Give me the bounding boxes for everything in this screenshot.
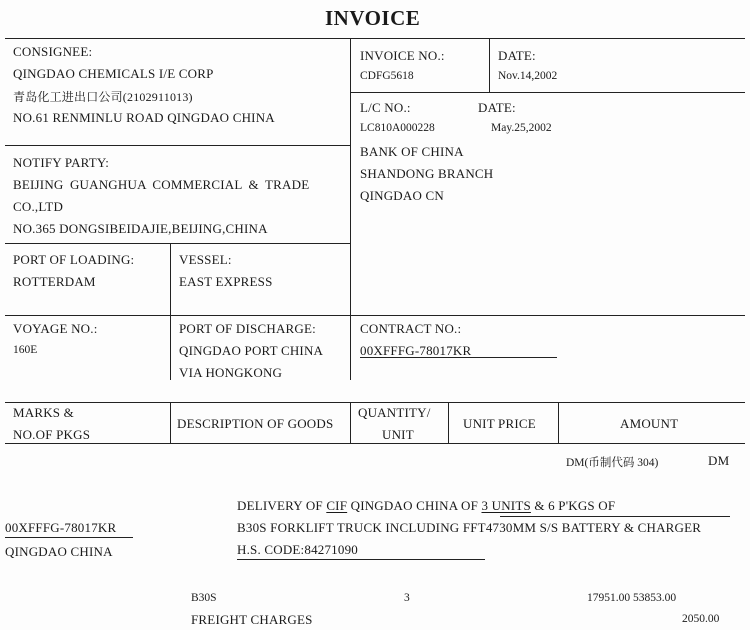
description-port: QINGDAO CHINA OF [347, 498, 482, 513]
rule-under-consignee [5, 145, 350, 146]
description-prefix: DELIVERY OF [237, 498, 327, 513]
rule-col-qty [350, 402, 351, 443]
bank-line-2: SHANDONG BRANCH [360, 166, 494, 181]
col-quantity-line-2: UNIT [382, 427, 414, 442]
consignee-name-cn: 青岛化工进出口公司(2102911013) [13, 90, 193, 104]
consignee-address: NO.61 RENMINLU ROAD QINGDAO CHINA [13, 110, 275, 125]
loading-value: ROTTERDAM [13, 274, 96, 289]
description-line-3-rule [237, 559, 485, 560]
notify-line-3: NO.365 DONGSIBEIDAJIE,BEIJING,CHINA [13, 221, 268, 236]
rule-col-date [489, 38, 490, 92]
item-model: B30S [191, 592, 217, 604]
voyage-value: 160E [13, 344, 38, 356]
currency-code-note: DM(币制代码 304) [566, 457, 659, 469]
marks-underline [5, 537, 133, 538]
bank-line-1: BANK OF CHINA [360, 144, 464, 159]
vessel-value: EAST EXPRESS [179, 274, 273, 289]
lc-no: LC810A000228 [360, 122, 435, 134]
col-amount: AMOUNT [620, 416, 679, 431]
contract-underline [360, 357, 557, 358]
rule-under-loading [5, 315, 745, 316]
notify-line-1: BEIJING GUANGHUA COMMERCIAL & TRADE [13, 177, 310, 192]
invoice-date: Nov.14,2002 [498, 70, 558, 82]
loading-label: PORT OF LOADING: [13, 252, 135, 267]
consignee-name: QINGDAO CHEMICALS I/E CORP [13, 66, 214, 81]
description-line-1 [237, 498, 615, 514]
description-line-1-rule [500, 516, 730, 517]
consignee-label: CONSIGNEE: [13, 44, 93, 59]
rule-table-top [5, 402, 745, 403]
col-quantity-line-1: QUANTITY/ [358, 405, 431, 420]
rule-under-notify [5, 243, 350, 244]
freight-amount: 2050.00 [682, 613, 720, 625]
description-quantity: 3 UNITS [481, 498, 531, 513]
item-price-amount: 17951.00 53853.00 [587, 592, 677, 604]
rule-under-invoice [350, 92, 745, 93]
contract-value: 00XFFFG-78017KR [360, 343, 472, 358]
item-quantity: 3 [404, 592, 410, 604]
rule-col-desc [170, 402, 171, 443]
description-line-2: B30S FORKLIFT TRUCK INCLUDING FFT4730MM S/S BATTERY & CHARGER [237, 520, 702, 535]
notify-line-2: CO.,LTD [13, 199, 64, 214]
rule-col-price [448, 402, 449, 443]
rule-table-bottom [5, 443, 745, 444]
contract-label: CONTRACT NO.: [360, 321, 462, 336]
discharge-line-2: VIA HONGKONG [179, 365, 283, 380]
amount-currency: DM [708, 453, 730, 468]
description-line-3: H.S. CODE:84271090 [237, 542, 358, 557]
col-description: DESCRIPTION OF GOODS [177, 416, 334, 431]
col-unit-price: UNIT PRICE [463, 416, 536, 431]
rule-col-left [350, 38, 351, 380]
invoice-date-label: DATE: [498, 48, 536, 63]
discharge-line-1: QINGDAO PORT CHINA [179, 343, 324, 358]
lc-date-label: DATE: [478, 100, 516, 115]
marks-line-2: QINGDAO CHINA [5, 544, 113, 559]
voyage-label: VOYAGE NO.: [13, 321, 98, 336]
rule-col-amount [558, 402, 559, 443]
rule-top [5, 38, 745, 39]
lc-date: May.25,2002 [491, 122, 552, 134]
col-marks-line-1: MARKS & [13, 405, 74, 420]
lc-no-label: L/C NO.: [360, 100, 411, 115]
discharge-label: PORT OF DISCHARGE: [179, 321, 316, 336]
col-marks-line-2: NO.OF PKGS [13, 427, 91, 442]
invoice-no: CDFG5618 [360, 70, 414, 82]
invoice-no-label: INVOICE NO.: [360, 48, 445, 63]
invoice-title: INVOICE [325, 6, 421, 30]
vessel-label: VESSEL: [179, 252, 232, 267]
bank-line-3: QINGDAO CN [360, 188, 444, 203]
freight-label: FREIGHT CHARGES [191, 612, 313, 627]
marks-line-1: 00XFFFG-78017KR [5, 520, 117, 535]
description-trade-term: CIF [326, 498, 348, 513]
notify-label: NOTIFY PARTY: [13, 155, 110, 170]
rule-col-vessel [170, 243, 171, 380]
description-packages: & 6 P'KGS OF [530, 498, 616, 513]
